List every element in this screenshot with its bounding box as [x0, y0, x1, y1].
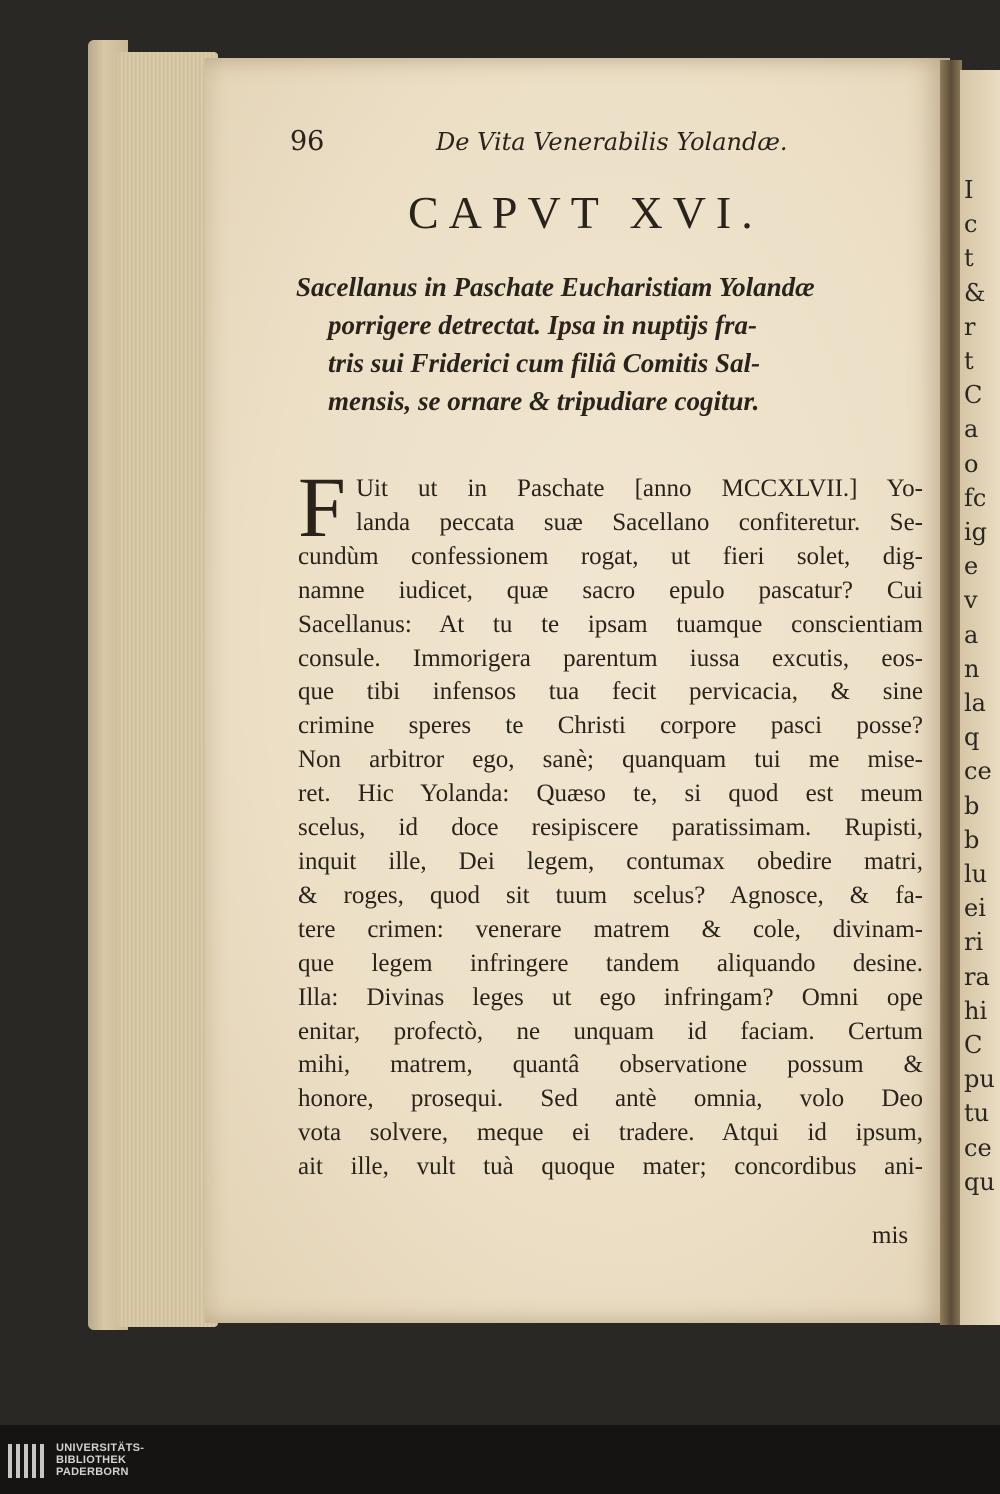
- running-head: De Vita Venerabilis Yolandæ.: [436, 128, 788, 156]
- body-line: vota solvere, meque ei tradere. Atqui id ipsum,: [298, 1119, 923, 1147]
- right-page-text-fragment: e: [964, 552, 979, 581]
- body-line: honore, prosequi. Sed antè omnia, volo Deo: [298, 1085, 923, 1113]
- right-page-text-fragment: qu: [964, 1167, 995, 1196]
- right-page-text-fragment: a: [964, 415, 979, 444]
- right-page-text-fragment: I: [964, 176, 974, 204]
- right-page-text-fragment: lu: [964, 860, 988, 888]
- right-page-text-fragment: q: [964, 723, 980, 752]
- body-line: Non arbitror ego, sanè; quanquam tui me mise-: [298, 746, 923, 774]
- body-line: inquit ille, Dei legem, contumax obedire matri,: [298, 847, 923, 875]
- body-line: & roges, quod sit tuum scelus? Agnosce, & fa-: [298, 881, 923, 909]
- right-page-text-fragment: ra: [964, 962, 990, 991]
- body-line: que legem infringere tandem aliquando desine.: [298, 949, 923, 977]
- library-name-line: BIBLIOTHEK: [56, 1454, 127, 1466]
- right-page-text-fragment: tu: [964, 1099, 990, 1128]
- body-text: [298, 472, 923, 1184]
- body-line: cundùm confessionem rogat, ut fieri solet, dig-: [298, 542, 923, 570]
- right-page-text-fragment: t: [964, 347, 974, 375]
- right-page-text-fragment: pu: [964, 1065, 995, 1094]
- right-page-text-fragment: v: [964, 586, 978, 615]
- body-line: ret. Hic Yolanda: Quæso te, si quod est meum: [298, 780, 923, 808]
- body-line: namne iudicet, quæ sacro epulo pascatur? Cui: [298, 576, 923, 604]
- right-page-text-fragment: la: [964, 689, 986, 717]
- right-page-text-fragment: a: [964, 620, 979, 649]
- right-page-text-fragment: o: [964, 449, 979, 478]
- summary-line: tris sui Friderici cum filiâ Comitis Sal-: [328, 348, 761, 378]
- right-page-text-fragment: r: [964, 312, 976, 341]
- chapter-title: CAPVT XVI.: [408, 187, 763, 238]
- right-page-text-fragment: C: [964, 1031, 983, 1059]
- right-page-fragment: [960, 70, 1000, 1325]
- body-line: enitar, profectò, ne unquam id faciam. Certum: [298, 1017, 923, 1045]
- body-line: Illa: Divinas leges ut ego infringam? Omni ope: [298, 983, 923, 1011]
- summary-line: mensis, se ornare & tripudiare cogitur.: [328, 386, 760, 416]
- right-page-text-fragment: n: [964, 654, 980, 683]
- body-line: tere crimen: venerare matrem & cole, divinam-: [298, 915, 923, 943]
- body-line: scelus, id doce resipiscere paratissimam. Rupisti,: [298, 814, 923, 842]
- book-gutter: [940, 60, 962, 1325]
- right-page-text-fragment: b: [964, 825, 980, 854]
- body-line: Sacellanus: At tu te ipsam tuamque conscientiam: [298, 610, 923, 638]
- right-page-text-fragment: fc: [964, 483, 987, 512]
- right-page-text-fragment: ei: [964, 894, 986, 923]
- right-page-text-fragment: b: [964, 791, 980, 820]
- library-name-line: PADERBORN: [56, 1466, 129, 1478]
- right-page-text-fragment: hi: [964, 996, 988, 1025]
- chapter-summary: [296, 268, 936, 420]
- right-page-text-fragment: ig: [964, 518, 988, 546]
- body-line: que tibi infensos tua fecit pervicacia, & sine: [298, 678, 923, 706]
- body-line: landa peccata suæ Sacellano confiteretur. Se-: [356, 508, 923, 536]
- right-page-text-fragment: t: [964, 244, 974, 273]
- page-stack-edges: [118, 52, 218, 1327]
- footer-bar: [0, 1425, 1000, 1494]
- right-page-text-fragment: C: [964, 381, 983, 410]
- page-number: 96: [290, 126, 325, 157]
- drop-cap: F: [298, 459, 346, 555]
- body-line: mihi, matrem, quantâ observatione possum &: [298, 1051, 923, 1079]
- library-logo-icon: [8, 1444, 52, 1478]
- body-line: Uit ut in Paschate [anno MCCXLVII.] Yo-: [356, 475, 923, 502]
- right-page-text-fragment: c: [964, 210, 978, 239]
- summary-line: porrigere detrectat. Ipsa in nuptijs fra-: [328, 310, 758, 340]
- right-page-text-fragment: &: [964, 278, 986, 307]
- right-page-text-fragment: ce: [964, 1133, 992, 1162]
- right-page-text-fragment: ri: [964, 928, 984, 957]
- body-line: consule. Immorigera parentum iussa excutis, eos-: [298, 644, 923, 672]
- catchword: mis: [872, 1222, 909, 1249]
- body-line: crimine speres te Christi corpore pasci posse?: [298, 712, 923, 740]
- library-name-line: UNIVERSITÄTS-: [56, 1442, 145, 1454]
- body-line: ait ille, vult tuà quoque mater; concordibus ani-: [298, 1153, 923, 1181]
- library-name: [56, 1442, 144, 1478]
- right-page-text-fragment: ce: [964, 757, 992, 786]
- summary-line: Sacellanus in Paschate Eucharistiam Yolandæ: [296, 272, 815, 302]
